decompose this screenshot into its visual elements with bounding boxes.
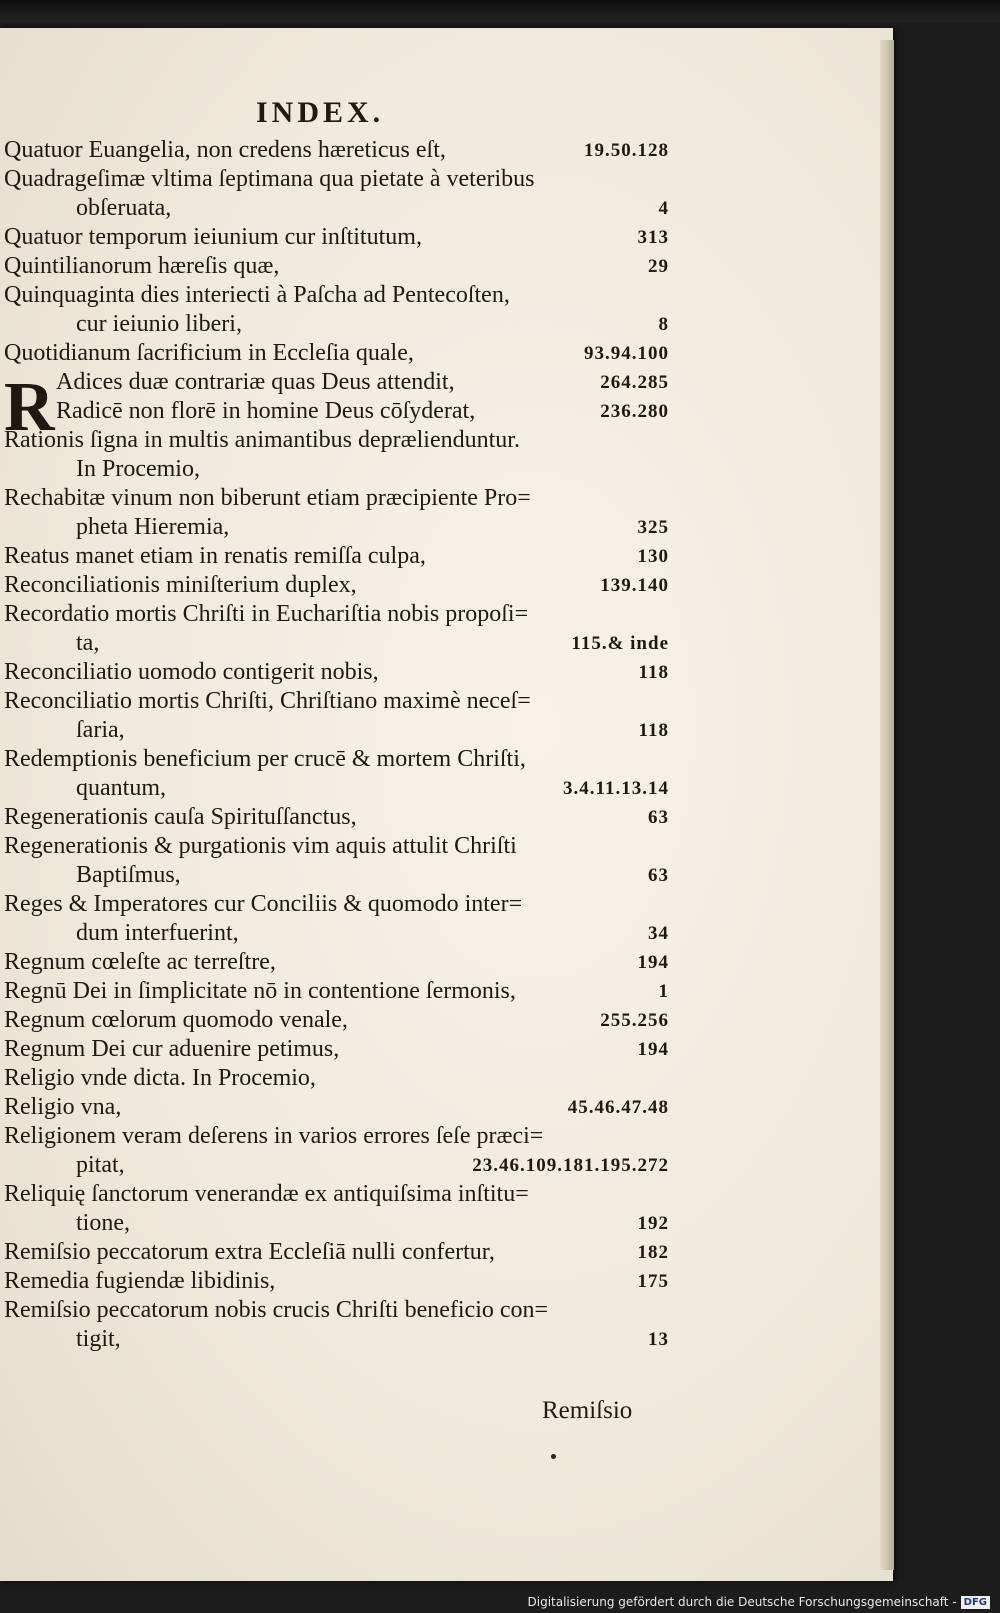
index-entry xyxy=(4,600,669,658)
index-entry xyxy=(4,1006,669,1035)
entry-page-numbers: 182 xyxy=(637,1242,669,1263)
index-entry xyxy=(4,890,669,948)
entry-text: Recordatio mortis Chriſti in Euchariſtia nobis propoſi= xyxy=(4,601,529,627)
entry-page-numbers: 325 xyxy=(637,517,669,538)
index-entry xyxy=(4,484,669,542)
index-entry xyxy=(4,136,669,165)
index-entry xyxy=(4,1122,669,1180)
entry-page-numbers: 63 xyxy=(648,865,669,886)
entry-text: Remedia fugiendæ libidinis, xyxy=(4,1268,276,1294)
index-entry xyxy=(4,1064,669,1093)
index-entry xyxy=(4,803,669,832)
entry-continuation: pitat, xyxy=(76,1152,125,1178)
entry-page-numbers: 118 xyxy=(638,720,669,741)
entry-text: Reconciliationis miniſterium duplex, xyxy=(4,572,357,598)
entry-continuation: obſeruata, xyxy=(76,195,172,221)
entry-text: Quotidianum ſacrificium in Eccleſia quale, xyxy=(4,340,414,366)
index-entry xyxy=(4,223,669,252)
entry-text: Reatus manet etiam in renatis remiſſa culpa, xyxy=(4,543,426,569)
scan-background xyxy=(0,0,1000,22)
entry-text: Rechabitæ vinum non biberunt etiam præcipiente Pro= xyxy=(4,485,531,511)
entry-continuation: dum interfuerint, xyxy=(76,920,239,946)
entry-page-numbers: 13 xyxy=(648,1329,669,1350)
entry-text: Quatuor temporum ieiunium cur inſtitutum, xyxy=(4,224,422,250)
entry-page-numbers: 93.94.100 xyxy=(584,343,669,364)
entry-text: Quintilianorum hæreſis quæ, xyxy=(4,253,280,279)
entry-text: Reges & Imperatores cur Conciliis & quomodo inter= xyxy=(4,891,523,917)
entry-text: Radicē non florē in homine Deus cōſyderat, xyxy=(56,398,476,424)
index-entry xyxy=(4,1267,669,1296)
index-entry xyxy=(4,165,669,223)
digitization-footer xyxy=(528,1595,991,1609)
entry-text: Regnum cœlorum quomodo venale, xyxy=(4,1007,348,1033)
entry-page-numbers: 236.280 xyxy=(600,401,669,422)
index-entry xyxy=(4,1035,669,1064)
index-entry xyxy=(4,832,669,890)
entry-page-numbers: 8 xyxy=(658,314,669,335)
index-entry xyxy=(4,252,669,281)
entry-continuation: Baptiſmus, xyxy=(76,862,181,888)
entry-text: Redemptionis beneficium per crucē & mortem Chriſti, xyxy=(4,746,526,772)
index-entry xyxy=(4,571,669,600)
page-edge xyxy=(880,40,894,1570)
index-entry xyxy=(4,339,669,368)
entry-page-numbers: 19.50.128 xyxy=(584,140,669,161)
entry-page-numbers: 194 xyxy=(637,1039,669,1060)
entry-page-numbers: 115.& inde xyxy=(571,633,669,654)
entry-page-numbers: 130 xyxy=(637,546,669,567)
entry-text: Religionem veram deſerens in varios errores ſeſe præci= xyxy=(4,1123,544,1149)
entry-continuation: ſaria, xyxy=(76,717,125,743)
entry-text: Religio vna, xyxy=(4,1094,122,1120)
entry-page-numbers: 45.46.47.48 xyxy=(567,1097,669,1118)
entry-text: Quadrageſimæ vltima ſeptimana qua pietate à veteribus xyxy=(4,166,535,192)
entry-continuation: In Procemio, xyxy=(76,456,200,482)
index-entry xyxy=(4,658,669,687)
index-entry xyxy=(4,368,669,397)
index-entry xyxy=(4,687,669,745)
entry-page-numbers: 175 xyxy=(637,1271,669,1292)
entry-text: Regnū Dei in ſimplicitate nō in contentione ſermonis, xyxy=(4,978,516,1004)
entry-text: Regnum Dei cur aduenire petimus, xyxy=(4,1036,340,1062)
entry-text: Reconciliatio mortis Chriſti, Chriſtiano maximè neceſ= xyxy=(4,688,531,714)
entry-text: Quinquaginta dies interiecti à Paſcha ad Pentecoſten, xyxy=(4,282,510,308)
dfg-logo: DFG xyxy=(961,1596,990,1609)
entry-page-numbers: 194 xyxy=(637,952,669,973)
entry-page-numbers: 313 xyxy=(637,227,669,248)
entry-text: Reliquię ſanctorum venerandæ ex antiquiſsima inſtitu= xyxy=(4,1181,529,1207)
entry-page-numbers: 192 xyxy=(637,1213,669,1234)
entry-page-numbers: 3.4.11.13.14 xyxy=(563,778,669,799)
footer-text: Digitalisierung gefördert durch die Deutsche Forschungsgemeinschaft - xyxy=(527,1595,957,1609)
entry-continuation: pheta Hieremia, xyxy=(76,514,230,540)
entry-continuation: tigit, xyxy=(76,1326,121,1352)
entry-page-numbers: 255.256 xyxy=(600,1010,669,1031)
index-entry xyxy=(4,281,669,339)
entry-page-numbers: 1 xyxy=(658,981,669,1002)
entry-text: Regenerationis cauſa Spirituſſanctus, xyxy=(4,804,357,830)
entry-text: Religio vnde dicta. In Procemio, xyxy=(4,1065,316,1091)
index-entries xyxy=(4,136,669,1354)
entry-page-numbers: 139.140 xyxy=(600,575,669,596)
index-entry xyxy=(4,1238,669,1267)
page-title: INDEX. xyxy=(256,96,385,129)
index-entry xyxy=(4,977,669,1006)
catchword: Remiſsio xyxy=(542,1397,633,1424)
index-entry xyxy=(4,542,669,571)
entry-page-numbers: 264.285 xyxy=(600,372,669,393)
index-entry xyxy=(4,745,669,803)
entry-text: Regenerationis & purgationis vim aquis attulit Chriſti xyxy=(4,833,517,859)
entry-page-numbers: 118 xyxy=(638,662,669,683)
index-entry xyxy=(4,1180,669,1238)
entry-text: Adices duæ contrariæ quas Deus attendit, xyxy=(56,369,455,395)
entry-text: Regnum cœleſte ac terreſtre, xyxy=(4,949,276,975)
entry-page-numbers: 63 xyxy=(648,807,669,828)
entry-page-numbers: 23.46.109.181.195.272 xyxy=(472,1155,669,1176)
entry-continuation: cur ieiunio liberi, xyxy=(76,311,242,337)
index-entry xyxy=(4,426,669,484)
index-entry xyxy=(4,1296,669,1354)
entry-continuation: ta, xyxy=(76,630,100,656)
entry-page-numbers: 4 xyxy=(658,198,669,219)
entry-text: Reconciliatio uomodo contigerit nobis, xyxy=(4,659,379,685)
entry-page-numbers: 34 xyxy=(648,923,669,944)
entry-text: Rationis ſigna in multis animantibus deprælienduntur. xyxy=(4,427,520,453)
entry-page-numbers: 29 xyxy=(648,256,669,277)
index-entry xyxy=(4,948,669,977)
entry-text: Quatuor Euangelia, non credens hæreticus eſt, xyxy=(4,137,446,163)
entry-continuation: quantum, xyxy=(76,775,166,801)
ink-dot xyxy=(551,1454,556,1459)
index-entry xyxy=(4,1093,669,1122)
entry-continuation: tione, xyxy=(76,1210,130,1236)
drop-capital: R xyxy=(4,369,55,446)
index-entry xyxy=(4,397,669,426)
entry-text: Remiſsio peccatorum extra Eccleſiā nulli confertur, xyxy=(4,1239,495,1265)
entry-text: Remiſsio peccatorum nobis crucis Chriſti beneficio con= xyxy=(4,1297,549,1323)
